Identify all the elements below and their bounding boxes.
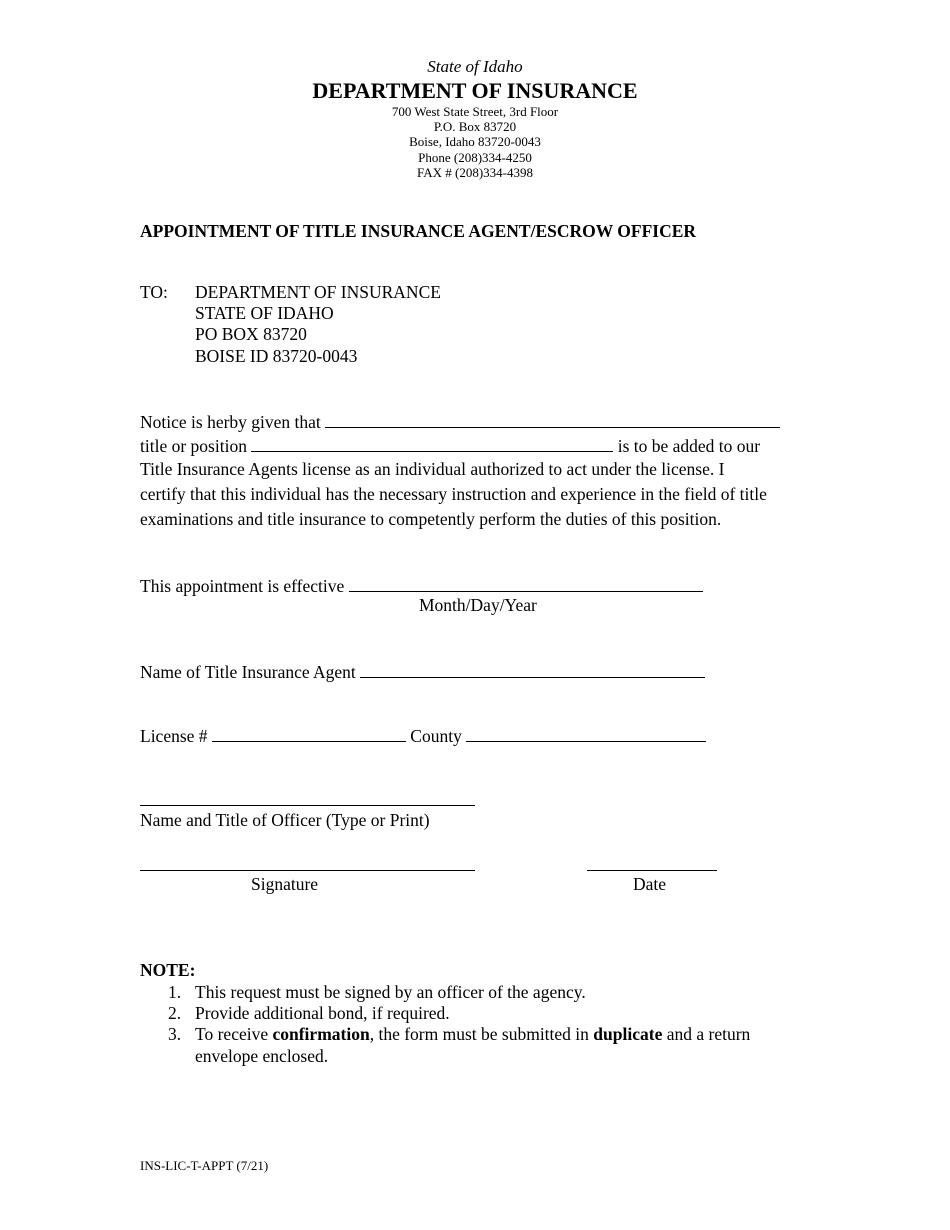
county-label: County <box>410 726 462 746</box>
notice-line-2 <box>140 434 760 457</box>
officer-name-caption: Name and Title of Officer (Type or Print) <box>140 810 430 830</box>
note-item-3-continued: envelope enclosed. <box>195 1046 329 1066</box>
form-title: APPOINTMENT OF TITLE INSURANCE AGENT/ESCROW OFFICER <box>140 221 697 241</box>
signature-line[interactable] <box>140 870 475 871</box>
title-position-label: title or position <box>140 436 247 456</box>
fax-line: FAX # (208)334-4398 <box>416 164 534 180</box>
notice-line-5: examinations and title insurance to competently perform the duties of this position. <box>140 509 722 529</box>
phone-line: Phone (208)334-4250 <box>418 149 532 165</box>
officer-name-line[interactable] <box>140 805 475 806</box>
date-caption: Date <box>633 874 667 894</box>
note-item-3-part-a: To receive <box>195 1024 273 1044</box>
note-item-3-part-e: and a return <box>662 1024 751 1044</box>
title-position-blank[interactable] <box>251 434 613 452</box>
department-name: DEPARTMENT OF INSURANCE <box>312 78 638 103</box>
signature-caption: Signature <box>251 874 319 894</box>
county-blank[interactable] <box>466 724 706 742</box>
notice-line-3: Title Insurance Agents license as an individual authorized to act under the license. I <box>140 459 725 479</box>
form-code: INS-LIC-T-APPT (7/21) <box>140 1158 269 1173</box>
to-label: TO: <box>140 282 168 302</box>
po-box-line: P.O. Box 83720 <box>433 119 517 135</box>
effective-label: This appointment is effective <box>140 576 345 596</box>
note-item-2: Provide additional bond, if required. <box>195 1003 450 1023</box>
agent-name-blank[interactable] <box>360 660 705 678</box>
note-number-3: 3. <box>168 1024 182 1044</box>
effective-row <box>140 574 703 597</box>
note-item-3 <box>195 1024 750 1045</box>
note-number-1: 1. <box>168 982 182 1002</box>
license-label: License # <box>140 726 208 746</box>
address-line: 700 West State Street, 3rd Floor <box>391 104 559 119</box>
license-number-blank[interactable] <box>212 724 406 742</box>
date-format-caption: Month/Day/Year <box>419 595 537 615</box>
agent-name-label: Name of Title Insurance Agent <box>140 662 356 682</box>
to-line-1: DEPARTMENT OF INSURANCE <box>195 282 441 302</box>
note-item-1: This request must be signed by an officer of the agency. <box>195 982 586 1002</box>
agent-name-row <box>140 660 705 683</box>
license-county-row <box>140 724 706 747</box>
city-line: Boise, Idaho 83720-0043 <box>409 134 541 150</box>
appointee-name-blank[interactable] <box>325 410 780 428</box>
to-line-4: BOISE ID 83720-0043 <box>195 346 358 366</box>
notice-line-2-suffix: is to be added to our <box>617 436 761 456</box>
state-name: State of Idaho <box>427 57 523 76</box>
duplicate-emphasis: duplicate <box>593 1024 663 1044</box>
to-line-3: PO BOX 83720 <box>195 324 307 344</box>
note-number-2: 2. <box>168 1003 182 1023</box>
notice-line-1 <box>140 410 780 433</box>
letterhead <box>0 56 950 180</box>
confirmation-emphasis: confirmation <box>272 1024 370 1044</box>
date-line[interactable] <box>587 870 717 871</box>
note-item-3-part-c: , the form must be submitted in <box>369 1024 594 1044</box>
note-heading: NOTE: <box>140 960 196 980</box>
to-line-2: STATE OF IDAHO <box>195 303 334 323</box>
notice-line-4: certify that this individual has the necessary instruction and experience in the field of title <box>140 484 767 504</box>
notice-prefix: Notice is herby given that <box>140 412 321 432</box>
effective-date-blank[interactable] <box>349 574 703 592</box>
